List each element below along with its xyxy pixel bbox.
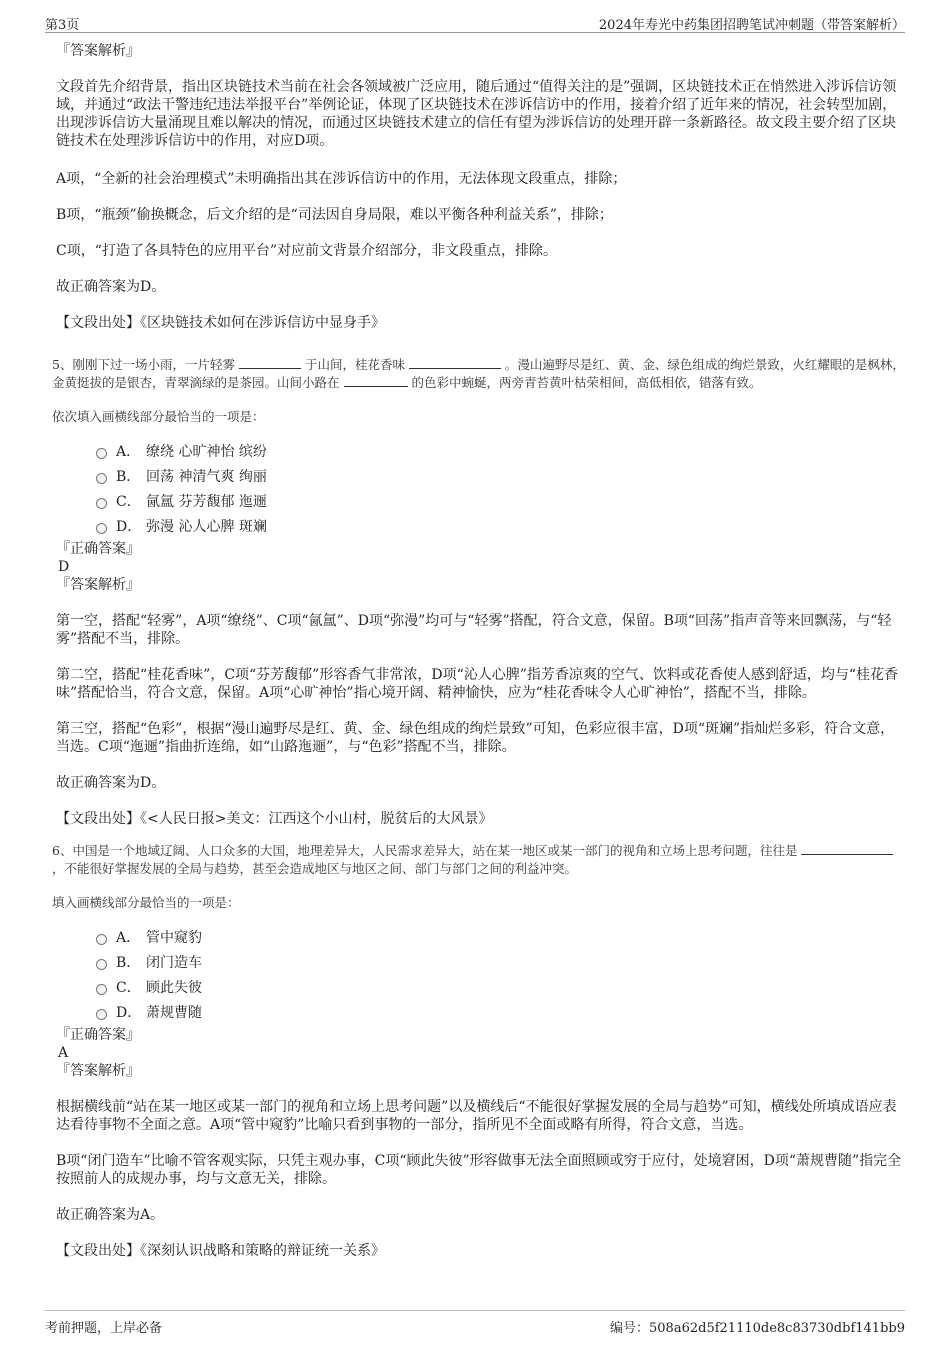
- q5-source: 【文段出处】《<人民日报>美文：江西这个小山村，脱贫后的大风景》: [56, 811, 493, 827]
- q5-blank-3: [344, 374, 408, 387]
- q6-options: [56, 926, 905, 1026]
- q4-option-b-analysis: B项，“瓶颈”偷换概念，后文介绍的是“司法因自身局限，难以平衡各种利益关系”，排除；: [56, 207, 613, 223]
- radio-icon[interactable]: [96, 448, 107, 459]
- q5-analysis-2: 第二空，搭配“桂花香味”，C项“芬芳馥郁”形容香气非常浓，D项“沁人心脾”指芳香凉爽的空气、饮料或花香使人感到舒适，均与“桂花香味”搭配恰当，符合文意，保留。A项“心旷神怡”指心境开阔、精神愉快，应为“桂花香味令人心旷神怡”，搭配不当，排除。: [56, 667, 899, 701]
- q6-prompt: 填入画横线部分最恰当的一项是：: [52, 895, 240, 910]
- q6-analysis-2: B项“闭门造车”比喻不管客观实际，只凭主观办事，C项“顾此失彼”形容做事无法全面照顾或穷于应付，处境窘困，D项“萧规曹随”指完全按照前人的成规办事，均与文意无关，排除。: [56, 1153, 902, 1187]
- q6-correct-label: 『正确答案』: [56, 1027, 140, 1043]
- q4-analysis-label: 『答案解析』: [56, 43, 140, 59]
- page-number: 第3页: [45, 18, 80, 33]
- q6-option-d[interactable]: D． 萧规曹随: [56, 1001, 905, 1026]
- q5-option-d[interactable]: D． 弥漫 沁人心脾 斑斓: [56, 515, 905, 540]
- q6-stem: 6、中国是一个地域辽阔、人口众多的大国，地理差异大，人民需求差异大，站在某一地区或某一部门的视角和立场上思考问题，往往是 ，不能很好掌握发展的全局与趋势，甚至会造成地区与地区之间、部门与部门之间的利益冲突。: [52, 842, 905, 878]
- q5-blank-1: [239, 356, 301, 369]
- q6-analysis-1: 根据横线前“站在某一地区或某一部门的视角和立场上思考问题”以及横线后“不能很好掌握发展的全局与趋势”可知，横线处所填成语应表达看待事物不全面之意。A项“管中窥豹”比喻只看到事物的一部分，指所见不全面或略有所得，符合文意，当选。: [56, 1099, 897, 1133]
- q4-conclusion: 故正确答案为D。: [56, 279, 166, 295]
- radio-icon[interactable]: [96, 959, 107, 970]
- q5-option-b[interactable]: B． 回荡 神清气爽 绚丽: [56, 465, 905, 490]
- q4-option-a-analysis: A项，“全新的社会治理模式”未明确指出其在涉诉信访中的作用，无法体现文段重点，排除；: [56, 171, 627, 187]
- q6-blank: [801, 842, 893, 855]
- q5-prompt: 依次填入画横线部分最恰当的一项是：: [52, 409, 265, 424]
- page-content: [52, 42, 905, 1260]
- q6-option-b[interactable]: B． 闭门造车: [56, 951, 905, 976]
- footer-slogan: 考前押题，上岸必备: [45, 1321, 163, 1336]
- q5-analysis-3: 第三空，搭配“色彩”，根据“漫山遍野尽是红、黄、金、绿色组成的绚烂景致”可知，色彩应很丰富，D项“斑斓”指灿烂多彩，符合文意，当选。C项“迤逦”指曲折连绵，如“山路迤逦”，与“色彩”搭配不当，排除。: [56, 721, 895, 755]
- q5-analysis-1: 第一空，搭配“轻雾”，A项“缭绕”、C项“氤氲”、D项“弥漫”均可与“轻雾”搭配，符合文意，保留。B项“回荡”指声音等来回飘荡，与“轻雾”搭配不当，排除。: [56, 613, 892, 647]
- radio-icon[interactable]: [96, 934, 107, 945]
- q5-analysis-label: 『答案解析』: [56, 577, 140, 593]
- footer-serial: 编号：508a62d5f21110de8c83730dbf141bb9: [610, 1321, 905, 1336]
- q5-conclusion: 故正确答案为D。: [56, 775, 166, 791]
- q6-source: 【文段出处】《深刻认识战略和策略的辩证统一关系》: [56, 1243, 385, 1259]
- q6-option-c[interactable]: C． 顾此失彼: [56, 976, 905, 1001]
- q5-correct-label: 『正确答案』: [56, 541, 140, 557]
- q5-option-c[interactable]: C． 氤氲 芬芳馥郁 迤逦: [56, 490, 905, 515]
- q5-option-a[interactable]: A． 缭绕 心旷神怡 缤纷: [56, 440, 905, 465]
- q4-source: 【文段出处】《区块链技术如何在涉诉信访中显身手》: [56, 315, 385, 331]
- radio-icon[interactable]: [96, 1009, 107, 1020]
- q6-conclusion: 故正确答案为A。: [56, 1207, 165, 1223]
- document-title: 2024年寿光中药集团招聘笔试冲刺题（带答案解析）: [598, 18, 905, 33]
- radio-icon[interactable]: [96, 523, 107, 534]
- q4-option-c-analysis: C项，“打造了各具特色的应用平台”对应前文背景介绍部分，非文段重点，排除。: [56, 243, 558, 259]
- radio-icon[interactable]: [96, 473, 107, 484]
- q5-options: [56, 440, 905, 540]
- q5-blank-2: [409, 356, 501, 369]
- page-footer: [45, 1310, 905, 1335]
- radio-icon[interactable]: [96, 984, 107, 995]
- radio-icon[interactable]: [96, 498, 107, 509]
- q5-stem: 5、刚刚下过一场小雨，一片轻雾 于山间，桂花香味 。漫山遍野尽是红、黄、金、绿色组成的绚烂景致，火红耀眼的是枫林，金黄挺拔的是银杏，青翠滴绿的是茶园。山间小路在 的色彩中蜿蜒，两旁青苔黄叶枯荣相间，高低相依，错落有致。: [52, 357, 905, 390]
- q6-correct-answer: A: [58, 1045, 69, 1061]
- q5-correct-answer: D: [58, 559, 70, 575]
- q6-option-a[interactable]: A． 管中窥豹: [56, 926, 905, 951]
- q4-analysis-paragraph: 文段首先介绍背景，指出区块链技术当前在社会各领域被广泛应用，随后通过“值得关注的是”强调，区块链技术正在悄然进入涉诉信访领域，并通过“政法干警违纪违法举报平台”举例论证，体现了区块链技术在涉诉信访中的作用，接着介绍了近年来的情况，社会转型加剧，出现涉诉信访大量涌现且难以解决的情况，而通过区块链技术建立的信任有望为涉诉信访的处理开辟一条新路径。故文段主要介绍了区块链技术在处理涉诉信访中的作用，对应D项。: [56, 79, 897, 149]
- q6-analysis-label: 『答案解析』: [56, 1063, 140, 1079]
- page-header: [45, 12, 905, 33]
